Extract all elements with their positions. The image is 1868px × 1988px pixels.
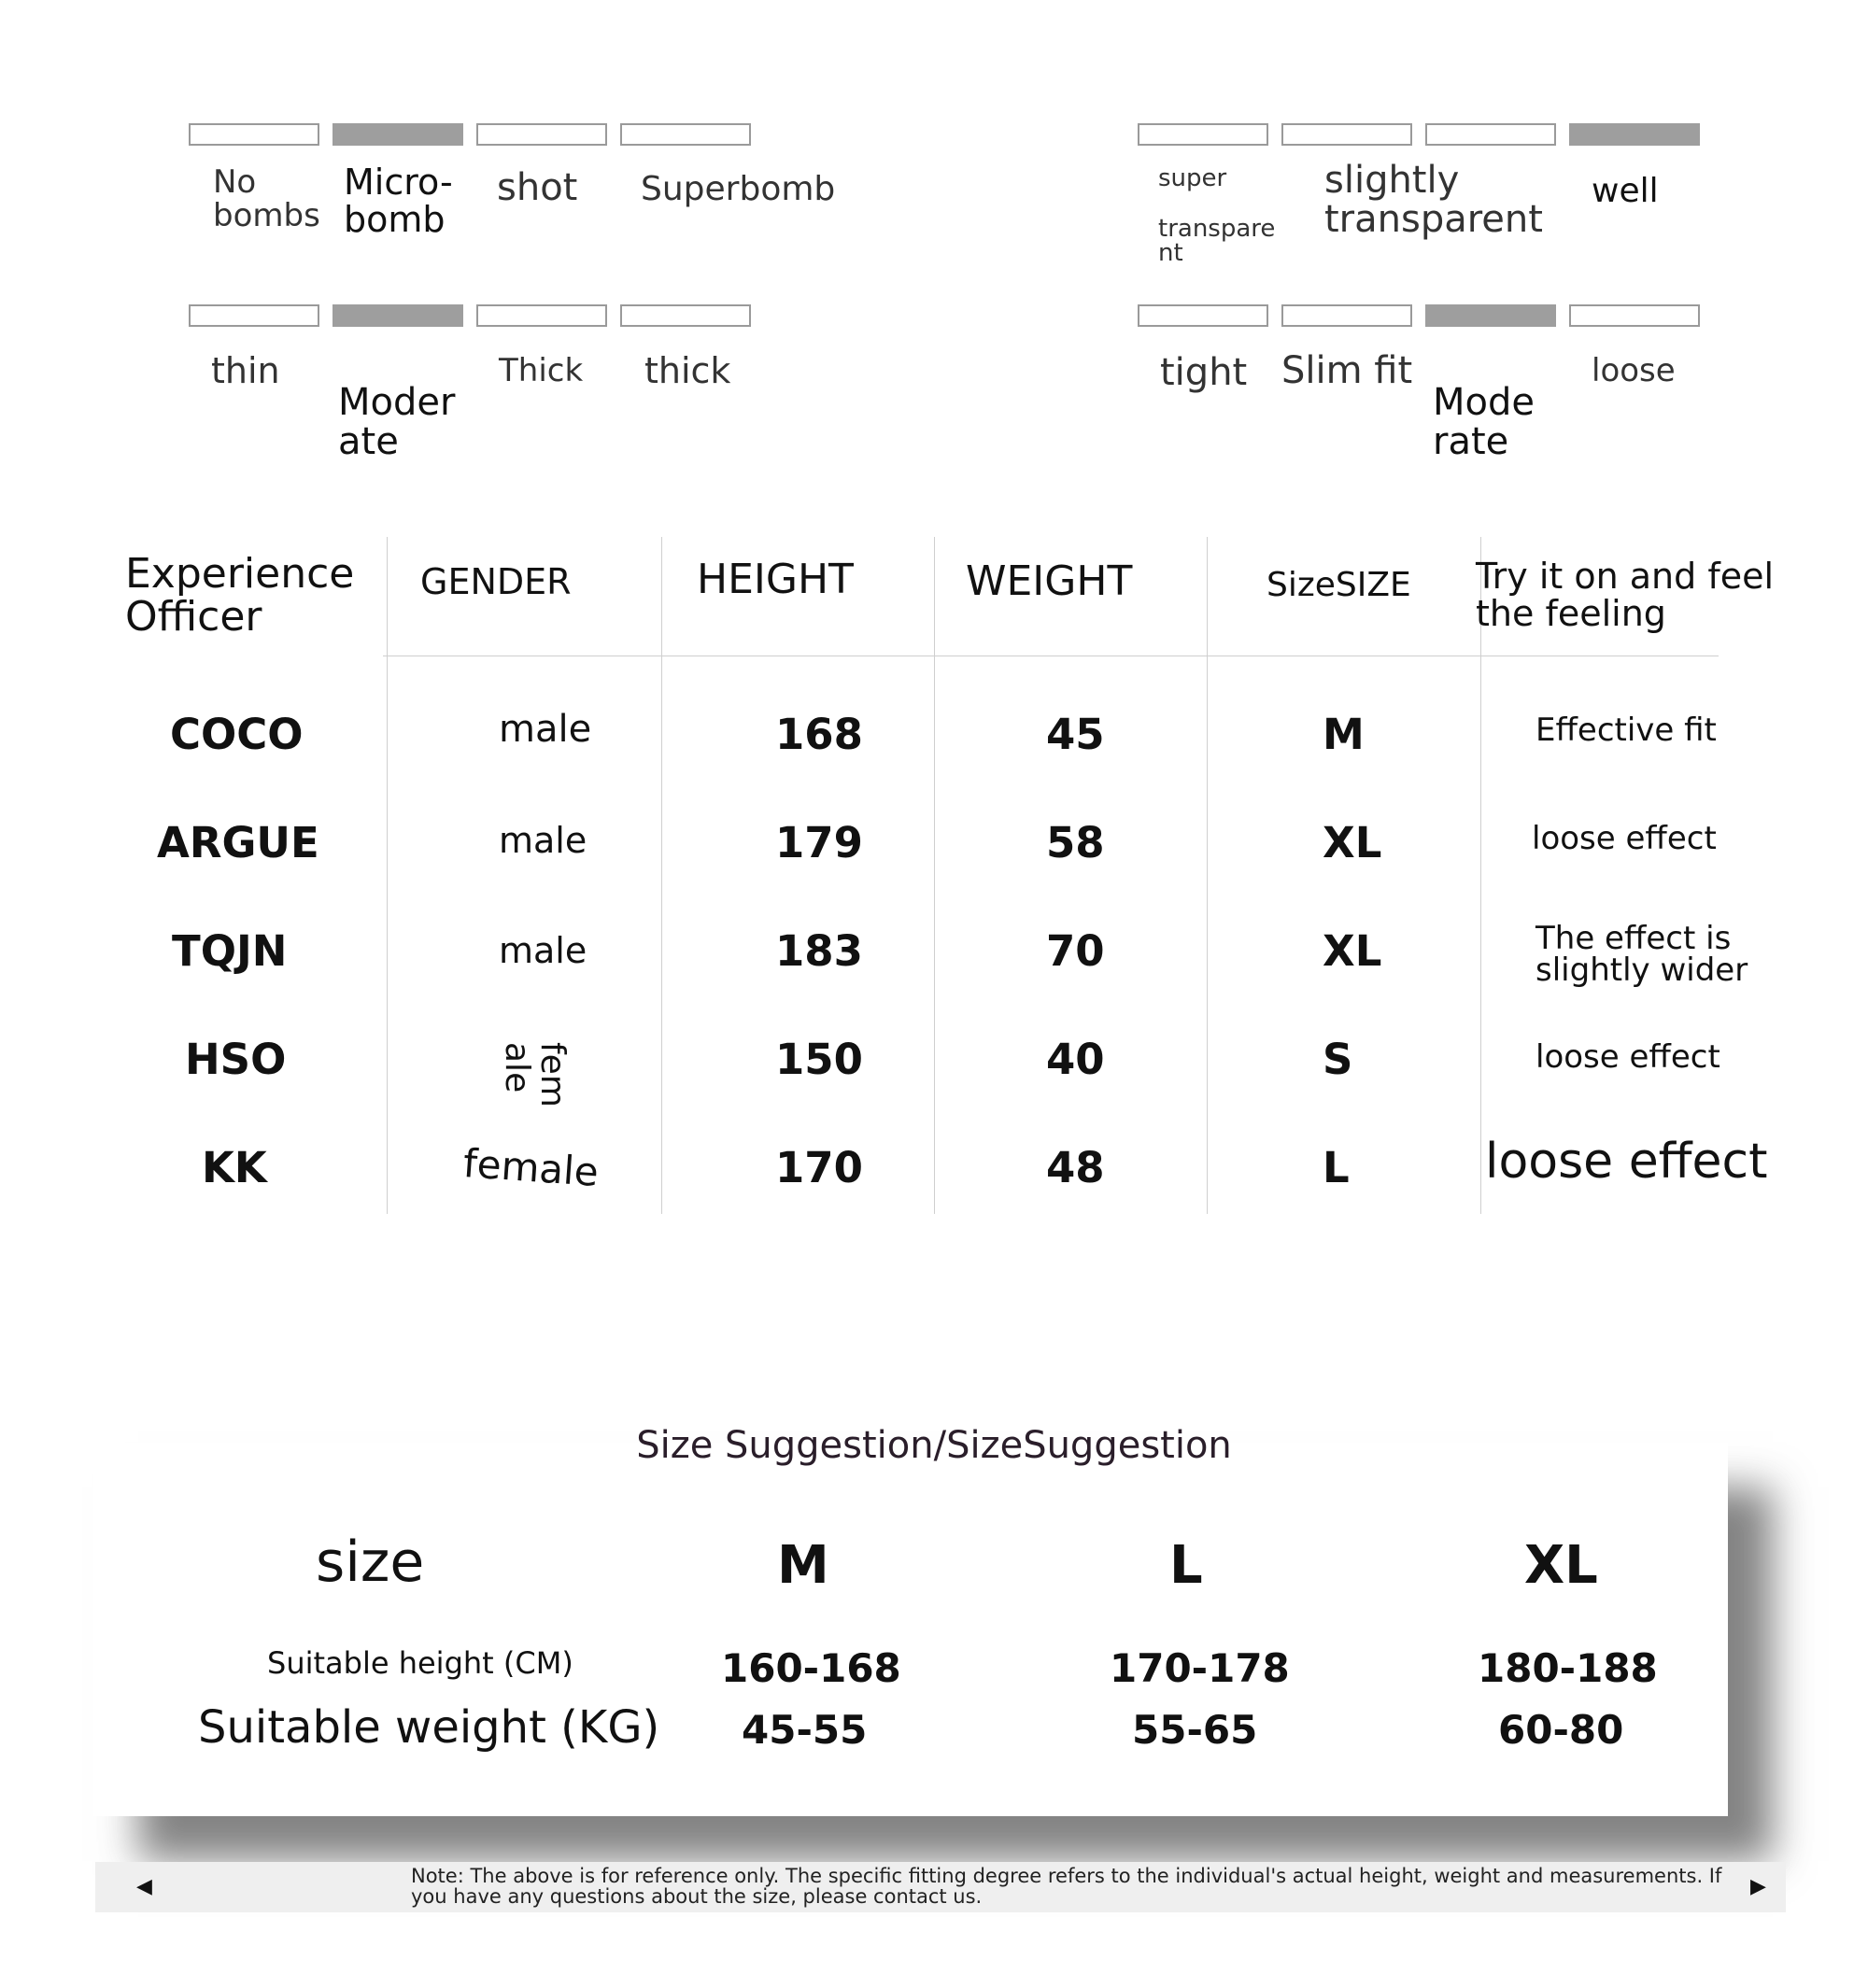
scale-box-superbomb: [620, 123, 751, 146]
label-micro-bomb: [344, 164, 453, 239]
height-range: 170-178: [1110, 1645, 1290, 1691]
header-weight: WEIGHT: [966, 557, 1133, 605]
prev-arrow-icon[interactable]: ◀: [136, 1875, 152, 1898]
gender-cell: male: [499, 708, 592, 751]
officer-name: COCO: [170, 710, 304, 759]
column-divider: [387, 537, 388, 1214]
scale-box-very-thick: [620, 304, 751, 327]
size-header: XL: [1524, 1535, 1598, 1596]
scale-box-shot: [476, 123, 607, 146]
label-moderate-thickness: [338, 383, 455, 461]
gender-cell-rotated: [499, 1042, 570, 1117]
height-row-label: Suitable height (CM): [267, 1645, 573, 1681]
header-feel: [1476, 558, 1774, 633]
label-no-bombs-line2: bombs: [213, 196, 320, 234]
label-slim-fit: Slim fit: [1281, 349, 1413, 392]
size-cell: S: [1323, 1035, 1353, 1084]
label-no-bombs: [213, 163, 320, 234]
size-suggestion-panel: [93, 1443, 1728, 1816]
label-moder: Moder: [338, 381, 456, 424]
height-cell: 183: [775, 926, 863, 976]
height-range: 160-168: [721, 1645, 901, 1691]
header-feel-line2: the feeling: [1476, 592, 1666, 634]
feel-cell: loose effect: [1485, 1134, 1768, 1190]
label-ate: ate: [338, 420, 399, 463]
scale-box-well: [1569, 123, 1700, 146]
feel-cell: loose effect: [1535, 1038, 1720, 1076]
size-cell: M: [1323, 710, 1365, 759]
officer-name: TQJN: [172, 926, 288, 976]
weight-row-label: Suitable weight (KG): [198, 1701, 660, 1754]
weight-range: 55-65: [1132, 1707, 1258, 1753]
feel-cell-line1: The effect is: [1535, 920, 1732, 957]
height-range: 180-188: [1478, 1645, 1658, 1691]
size-suggestion-title: Size Suggestion/SizeSuggestion: [636, 1424, 1232, 1467]
feel-cell-line2: slightly wider: [1535, 952, 1748, 989]
label-tight: tight: [1160, 351, 1248, 394]
gender-cell: male: [499, 820, 587, 861]
label-micro-bomb-line2: bomb: [344, 198, 446, 240]
note-text: Note: The above is for reference only. The specific fitting degree refers to the individual's actual height, weight and measurements. If you have any questions about the size, please contact us.: [411, 1865, 1722, 1908]
gender-cell: female: [461, 1140, 601, 1195]
gender-cell-line2: ale: [498, 1042, 536, 1093]
header-size: SizeSIZE: [1267, 566, 1411, 604]
weight-cell: 58: [1046, 818, 1105, 867]
gender-cell-line1: fem: [533, 1042, 572, 1107]
label-moderate-fit: [1433, 383, 1535, 461]
label-micro-bomb-line1: Micro-: [344, 162, 453, 203]
height-cell: 179: [775, 818, 863, 867]
header-feel-line1: Try it on and feel: [1476, 556, 1775, 597]
weight-cell: 48: [1046, 1143, 1105, 1192]
scale-box-tight: [1138, 304, 1268, 327]
label-thick-lower: thick: [644, 350, 731, 391]
label-thick-upper: Thick: [499, 352, 584, 389]
size-cell: XL: [1323, 926, 1382, 976]
header-experience: Experience: [125, 550, 355, 598]
column-divider: [1207, 537, 1208, 1214]
column-divider: [934, 537, 935, 1214]
scale-box-loose: [1569, 304, 1700, 327]
label-rate: rate: [1433, 420, 1509, 463]
column-divider: [661, 537, 662, 1214]
size-header: M: [777, 1535, 829, 1596]
weight-range: 45-55: [742, 1707, 868, 1753]
label-mode: Mode: [1433, 381, 1535, 424]
column-divider: [1480, 537, 1481, 1214]
label-super: super: [1158, 164, 1227, 192]
height-cell: 170: [775, 1143, 863, 1192]
scale-box-slim-fit: [1281, 304, 1412, 327]
header-gender: GENDER: [420, 561, 572, 602]
label-transpare: transpare: [1158, 215, 1276, 243]
scale-box-thin: [189, 304, 319, 327]
label-transparent-wrapped: [1158, 217, 1275, 265]
feel-cell: Effective fit: [1535, 712, 1717, 749]
gender-cell: male: [499, 930, 587, 971]
scale-box-thick: [476, 304, 607, 327]
header-officer: Officer: [125, 593, 262, 642]
officer-name: ARGUE: [157, 818, 319, 867]
size-cell: L: [1323, 1143, 1350, 1192]
label-thin: thin: [211, 350, 280, 391]
scale-box-moderate-fit: [1425, 304, 1556, 327]
size-cell: XL: [1323, 818, 1382, 867]
height-cell: 168: [775, 710, 863, 759]
label-nt: nt: [1158, 239, 1183, 267]
header-height: HEIGHT: [697, 556, 854, 603]
scale-box-moderate: [333, 304, 463, 327]
label-loose: loose: [1592, 352, 1676, 389]
weight-range: 60-80: [1498, 1707, 1624, 1753]
scale-box-micro-bomb: [333, 123, 463, 146]
scale-box-no-bombs: [189, 123, 319, 146]
label-well: well: [1592, 172, 1659, 210]
label-superbomb: Superbomb: [641, 170, 836, 208]
height-cell: 150: [775, 1035, 863, 1084]
label-transparent: transparent: [1324, 198, 1543, 241]
size-row-label: size: [316, 1530, 425, 1595]
weight-cell: 45: [1046, 710, 1105, 759]
scale-box-super-transparent: [1138, 123, 1268, 146]
feel-cell: [1535, 920, 1748, 989]
scale-box-slightly-transparent: [1281, 123, 1412, 146]
feel-cell: loose effect: [1532, 820, 1717, 857]
next-arrow-icon[interactable]: ▶: [1750, 1875, 1766, 1898]
label-slightly: slightly: [1324, 159, 1460, 202]
size-header: L: [1169, 1535, 1203, 1596]
weight-cell: 40: [1046, 1035, 1105, 1084]
label-no-bombs-line1: No: [213, 163, 257, 201]
officer-name: HSO: [185, 1035, 287, 1084]
officer-name: KK: [202, 1143, 267, 1192]
label-shot: shot: [497, 166, 578, 209]
weight-cell: 70: [1046, 926, 1105, 976]
header-experience-officer: [125, 550, 355, 642]
scale-box-transparent: [1425, 123, 1556, 146]
label-slightly-transparent: [1324, 161, 1543, 239]
